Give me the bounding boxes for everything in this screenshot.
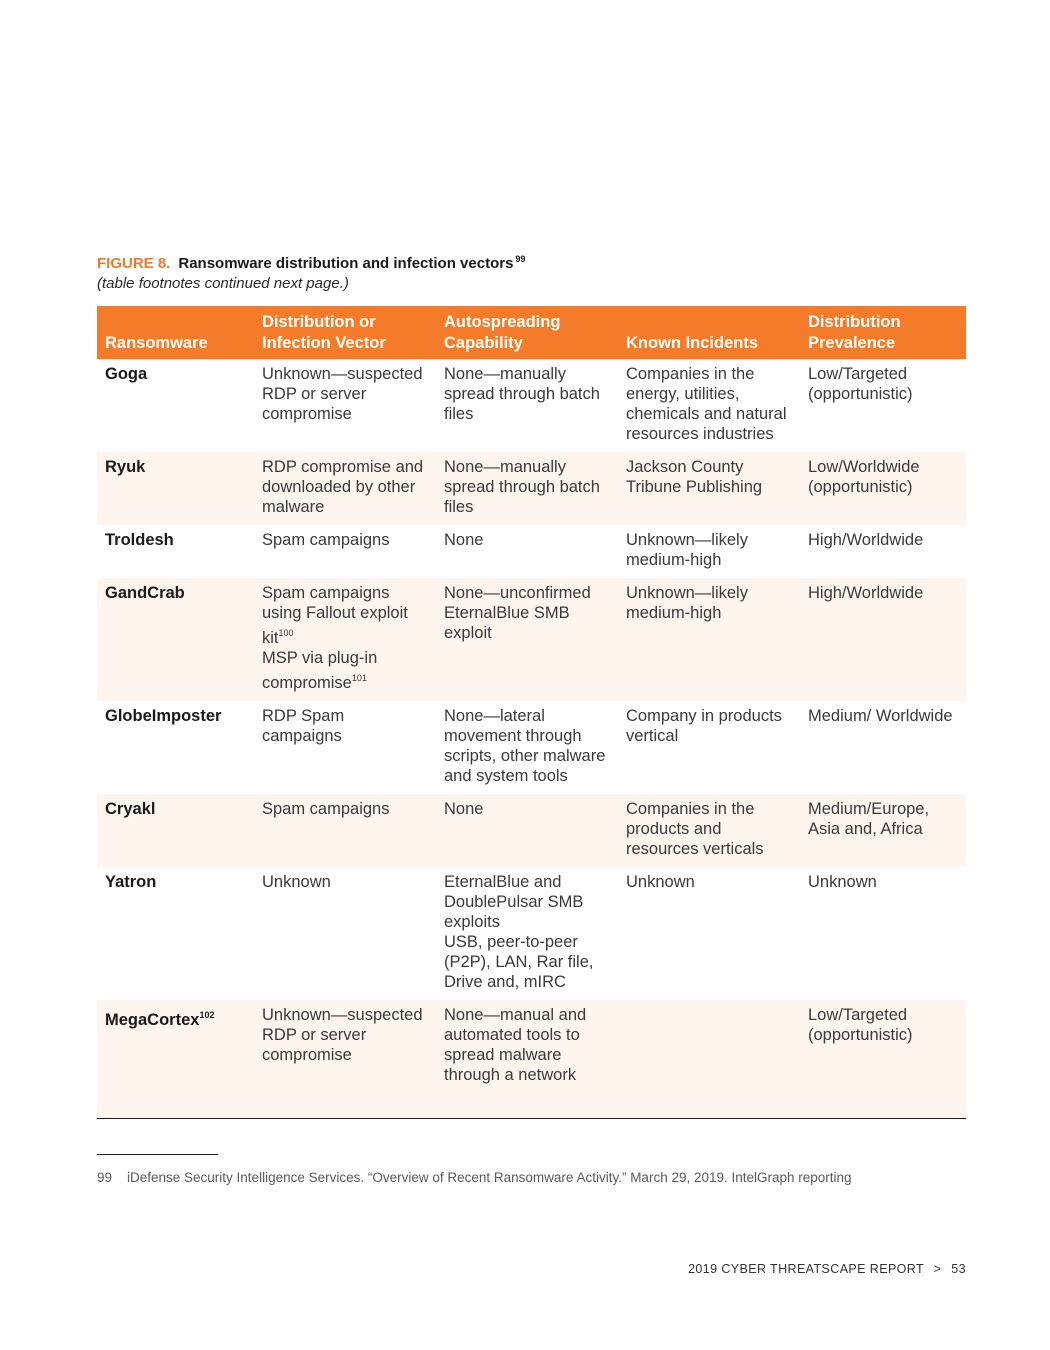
distribution-vector: RDP Spam campaigns: [262, 707, 345, 745]
figure-title: Ransomware distribution and infection vectors: [178, 255, 514, 272]
table-row: [97, 867, 966, 1000]
known-incidents: Company in products vertical: [626, 707, 782, 745]
autospreading-part: USB, peer-to-peer (P2P), LAN, Rar file, Drive and, mIRC: [444, 933, 594, 991]
table-header-row: [97, 306, 966, 359]
ransomware-name: Goga: [105, 365, 148, 383]
autospreading-capability: None—manual and automated tools to spread malware through a network: [436, 1000, 618, 1119]
header-ransomware: Ransomware: [97, 306, 254, 359]
distribution-prevalence: Medium/ Worldwide: [808, 707, 953, 725]
ransomware-table-container: [97, 306, 966, 1119]
autospreading-capability: [436, 867, 618, 1000]
table-row: [97, 701, 966, 794]
distribution-vector: RDP compromise and downloaded by other malware: [254, 452, 436, 525]
known-incidents: Unknown—likely medium-high: [626, 531, 748, 569]
footer-separator: >: [933, 1262, 942, 1276]
ransomware-name-cell: [97, 1000, 254, 1119]
distribution-vector: Spam campaigns: [254, 794, 436, 867]
ransomware-name: GlobeImposter: [105, 707, 222, 725]
known-incidents: Unknown—likely medium-high: [618, 578, 800, 701]
autospreading-capability: None—lateral movement through scripts, other malware and system tools: [444, 707, 606, 785]
known-incidents: Unknown: [626, 873, 695, 891]
figure-title-footnote-ref[interactable]: 99: [515, 254, 526, 264]
figure-heading: [97, 249, 977, 274]
page-number: 53: [951, 1262, 966, 1276]
footnote-number: 99: [97, 1170, 113, 1185]
distribution-vector: Unknown—suspected RDP or server compromise: [262, 365, 423, 423]
ransomware-name: GandCrab: [97, 578, 254, 701]
header-distribution-prevalence: Distribution Prevalence: [800, 306, 966, 359]
known-incidents: [618, 1000, 800, 1119]
distribution-prevalence: Low/Targeted (opportunistic): [808, 365, 913, 403]
footnote-ref[interactable]: 101: [351, 673, 367, 683]
distribution-prevalence: Unknown: [808, 873, 877, 891]
distribution-prevalence: High/Worldwide: [800, 578, 966, 701]
footnote-ref[interactable]: 100: [278, 628, 294, 638]
known-incidents: Jackson County Tribune Publishing: [618, 452, 800, 525]
figure-caption: [97, 249, 977, 294]
distribution-prevalence: Medium/Europe, Asia and, Africa: [800, 794, 966, 867]
distribution-prevalence: Low/Worldwide (opportunistic): [800, 452, 966, 525]
table-row: [97, 578, 966, 701]
distribution-vector: Unknown—suspected RDP or server compromise: [254, 1000, 436, 1119]
distribution-vector-part: MSP via plug-in compromise: [262, 649, 378, 692]
known-incidents: Companies in the energy, utilities, chemicals and natural resources industries: [626, 365, 787, 443]
table-row: [97, 794, 966, 867]
autospreading-capability: None: [436, 794, 618, 867]
header-autospreading: Autospreading Capability: [436, 306, 618, 359]
known-incidents: Companies in the products and resources verticals: [618, 794, 800, 867]
page-footer: [688, 1262, 966, 1276]
footnote-divider: [97, 1154, 218, 1155]
ransomware-name: Yatron: [105, 873, 157, 891]
distribution-vector-part: Spam campaigns using Fallout exploit kit: [262, 584, 408, 647]
ransomware-name: MegaCortex: [105, 1011, 200, 1029]
autospreading-part: EternalBlue and DoublePulsar SMB exploits: [444, 873, 584, 931]
report-title: 2019 CYBER THREATSCAPE REPORT: [688, 1262, 924, 1276]
header-distribution-vector: Distribution or Infection Vector: [254, 306, 436, 359]
figure-label: FIGURE 8.: [97, 255, 171, 272]
autospreading-capability: None—manually spread through batch files: [436, 452, 618, 525]
table-row: [97, 1000, 966, 1119]
table-row: [97, 525, 966, 578]
distribution-prevalence: High/Worldwide: [808, 531, 924, 549]
distribution-vector: [254, 578, 436, 701]
distribution-vector: Unknown: [262, 873, 331, 891]
table-row: [97, 452, 966, 525]
distribution-vector: Spam campaigns: [262, 531, 390, 549]
distribution-prevalence: Low/Targeted (opportunistic): [800, 1000, 966, 1119]
figure-note: (table footnotes continued next page.): [97, 275, 349, 292]
ransomware-table: [97, 306, 966, 1119]
ransomware-name: Ryuk: [97, 452, 254, 525]
header-known-incidents: Known Incidents: [618, 306, 800, 359]
footnote-ref[interactable]: 102: [199, 1010, 215, 1020]
footnote: [97, 1169, 957, 1186]
table-row: [97, 359, 966, 452]
autospreading-capability: None: [444, 531, 484, 549]
autospreading-capability: None—manually spread through batch files: [444, 365, 600, 423]
footnote-text: iDefense Security Intelligence Services. “Overview of Recent Ransomware Activity.” March 29, 2019. IntelGraph reporting: [127, 1170, 852, 1185]
ransomware-name: Troldesh: [105, 531, 174, 549]
autospreading-capability: None—unconfirmed EternalBlue SMB exploit: [436, 578, 618, 701]
ransomware-name: Cryakl: [97, 794, 254, 867]
